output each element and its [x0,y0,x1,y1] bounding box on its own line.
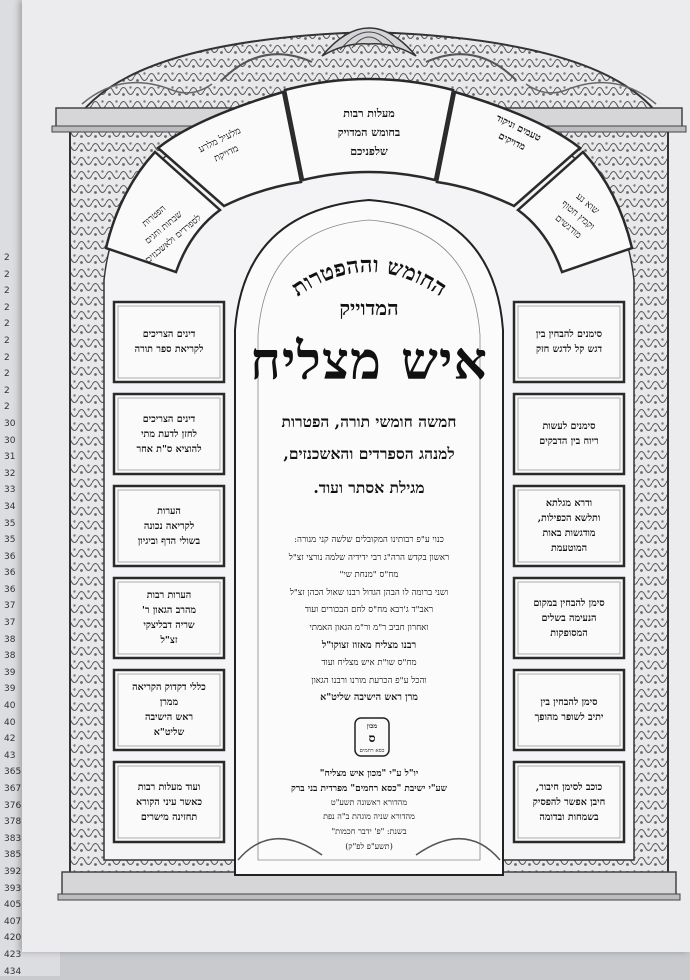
line-number: 423 [4,949,22,960]
pre-title: המדוייק [339,296,399,320]
line-number: 2 [4,335,10,346]
description-line: והכל ע"פ הכרעת מורנו ורבנו הגאון [311,675,427,686]
subtitle-line-1: חמשה חומשי תורה, הפטרות [281,412,457,431]
arch-label-center: מעלות רבות בחומש המדויק שלפניכם [337,106,401,158]
line-number: 2 [4,319,10,330]
right-box-label: סימנים לעשות ריוח בין הדבקים [539,421,599,447]
left-box-label: דינים הצריכים לקריאת ספר תורה [134,329,204,355]
line-number: 367 [4,784,22,794]
line-number: 2 [4,402,10,413]
line-number: 36 [4,551,16,562]
left-box-label: הערות רבות מהרב הגאון ר' שריה דבליצקי זצ"ל [141,590,197,646]
line-number: 2 [4,286,10,297]
line-number: 2 [4,369,10,380]
line-number: 385 [4,850,22,861]
publisher-line: מהדורא שניה מוגהת ב"ה נפת [323,812,415,822]
line-number: 30 [4,435,16,446]
line-number: 35 [4,518,16,529]
arch-label-right-inner: טעמים וניקוד מדויקים [494,112,543,153]
right-box-label: סימנים להבחין בין דגש קל לדגש חזק [535,329,603,355]
line-number: 35 [4,535,16,546]
left-box-label: הערות לקריאה נכונה בשולי הדף וביגיון [137,505,201,547]
line-number: 31 [4,452,16,463]
title-page [22,0,690,952]
subtitle-line-3: מגילת אסתר ועוד. [313,478,425,497]
line-number: 40 [4,717,16,728]
logo-bottom-text: כסא רחמים [359,748,385,754]
publisher-line: (תשע"פ לפ"ק) [345,842,393,851]
arch-label-left-outer: הפטרות שבתות וחגים לספרדים ולאשכנזים [140,203,204,266]
line-number: 405 [4,900,22,911]
line-number: 365 [4,767,22,778]
line-number: 393 [4,883,22,894]
line-number: 420 [4,933,22,944]
line-number: 39 [4,684,16,695]
publisher-line: בשנת: "פ' ידבר חכמות" [331,827,407,837]
arch-label-left-inner: מלעיל מלרע מדויקת [196,125,243,165]
line-number: 376 [4,800,22,811]
description-line: ואחרון חביב ר"מ ור"מ הגאון האמתי [309,623,429,633]
line-number: 40 [4,701,16,712]
line-number: 37 [4,618,16,629]
line-number: 42 [4,734,16,745]
line-number: 2 [4,269,10,280]
line-number: 2 [4,302,10,313]
line-number: 407 [4,916,22,927]
publisher-line: שע"י ישיבת "כסא רחמים" מפרדית בני ברק [291,783,447,794]
line-number: 2 [4,385,10,396]
description-line: ראשון בקדש הרה"ג רבי ידידיה שלמה נורצי זצ"ל [288,552,450,563]
right-box-label: ודרא מגלתא ותלשא הכפילות, מודגשות באות המוטעמת [537,498,601,554]
right-box-label: סימן להבחין בין יתיב לשופר מהופך [534,697,604,723]
line-number: 33 [4,485,16,496]
description-line: ושני ברומה לו הבהן הגדול רבנו שאול הכהן זצ"ל [289,587,449,598]
left-box-label: דינים הצריכים לחזן לדעת מתי להוציא ס"ת אחר [136,413,202,455]
description-line: מח"ס "מנחת שי" [339,570,399,581]
publisher-line: מהדורא ראשונה תשע"ט [330,797,408,807]
line-number: 39 [4,667,16,678]
description-line: מרן ראש הישיבה שליט"א [320,692,418,704]
description-line: ראב"ד ג'רבא מח"ס לחם הבכורים ועוד [304,605,434,616]
line-number: 32 [4,468,16,479]
line-number: 38 [4,651,16,662]
line-number: 392 [4,866,22,877]
line-number: 43 [4,750,16,761]
line-number: 434 [4,966,22,977]
line-number: 378 [4,817,22,828]
line-number: 2 [4,352,10,363]
title-arc-text: החומש וההפטרות [286,251,452,302]
line-number: 36 [4,568,16,579]
line-number: 30 [4,418,16,429]
description-line: כנוי ע"פ רבותינו המקובלים שלשה קני מנורה: [294,535,444,545]
subtitle-line-2: למנהג הספרדים והאשכנזים, [283,444,455,463]
right-box-label: סימן להבחין במקום הנעימה בשלים המסופקות [533,597,605,639]
arch-label-right-outer: שוא נע וקמץ חטוף מודגשים [552,190,602,241]
left-box-label: כללי דקדוק הקריאה ממרן ראש הישיבה שליט"א [132,682,206,738]
line-number: 36 [4,584,16,595]
description-line: מח"ס שו"ת איש מצליח ועוד [321,658,417,669]
main-title: איש מצליח [250,331,488,392]
publisher-line: יו"ל ע"י "מכון איש מצליח" [319,769,419,779]
line-number: 34 [4,501,16,512]
line-number: 37 [4,601,16,612]
line-number: 38 [4,634,16,645]
logo-top-text: מכון [366,722,378,730]
left-box-label: ועוד מעלות רבות כאשר עיני הקורא תחזינה מישרים [136,781,202,823]
right-box-label: כוכב לסימן חיבור, חיבן אפשר להפסיק בשמחות ובדומה [532,781,606,823]
logo-mark: ס [368,731,376,745]
line-number: 2 [4,253,10,263]
description-line: רבנו מצליח מאזוז זצוקו"ל [321,639,417,651]
line-number: 383 [4,833,22,844]
